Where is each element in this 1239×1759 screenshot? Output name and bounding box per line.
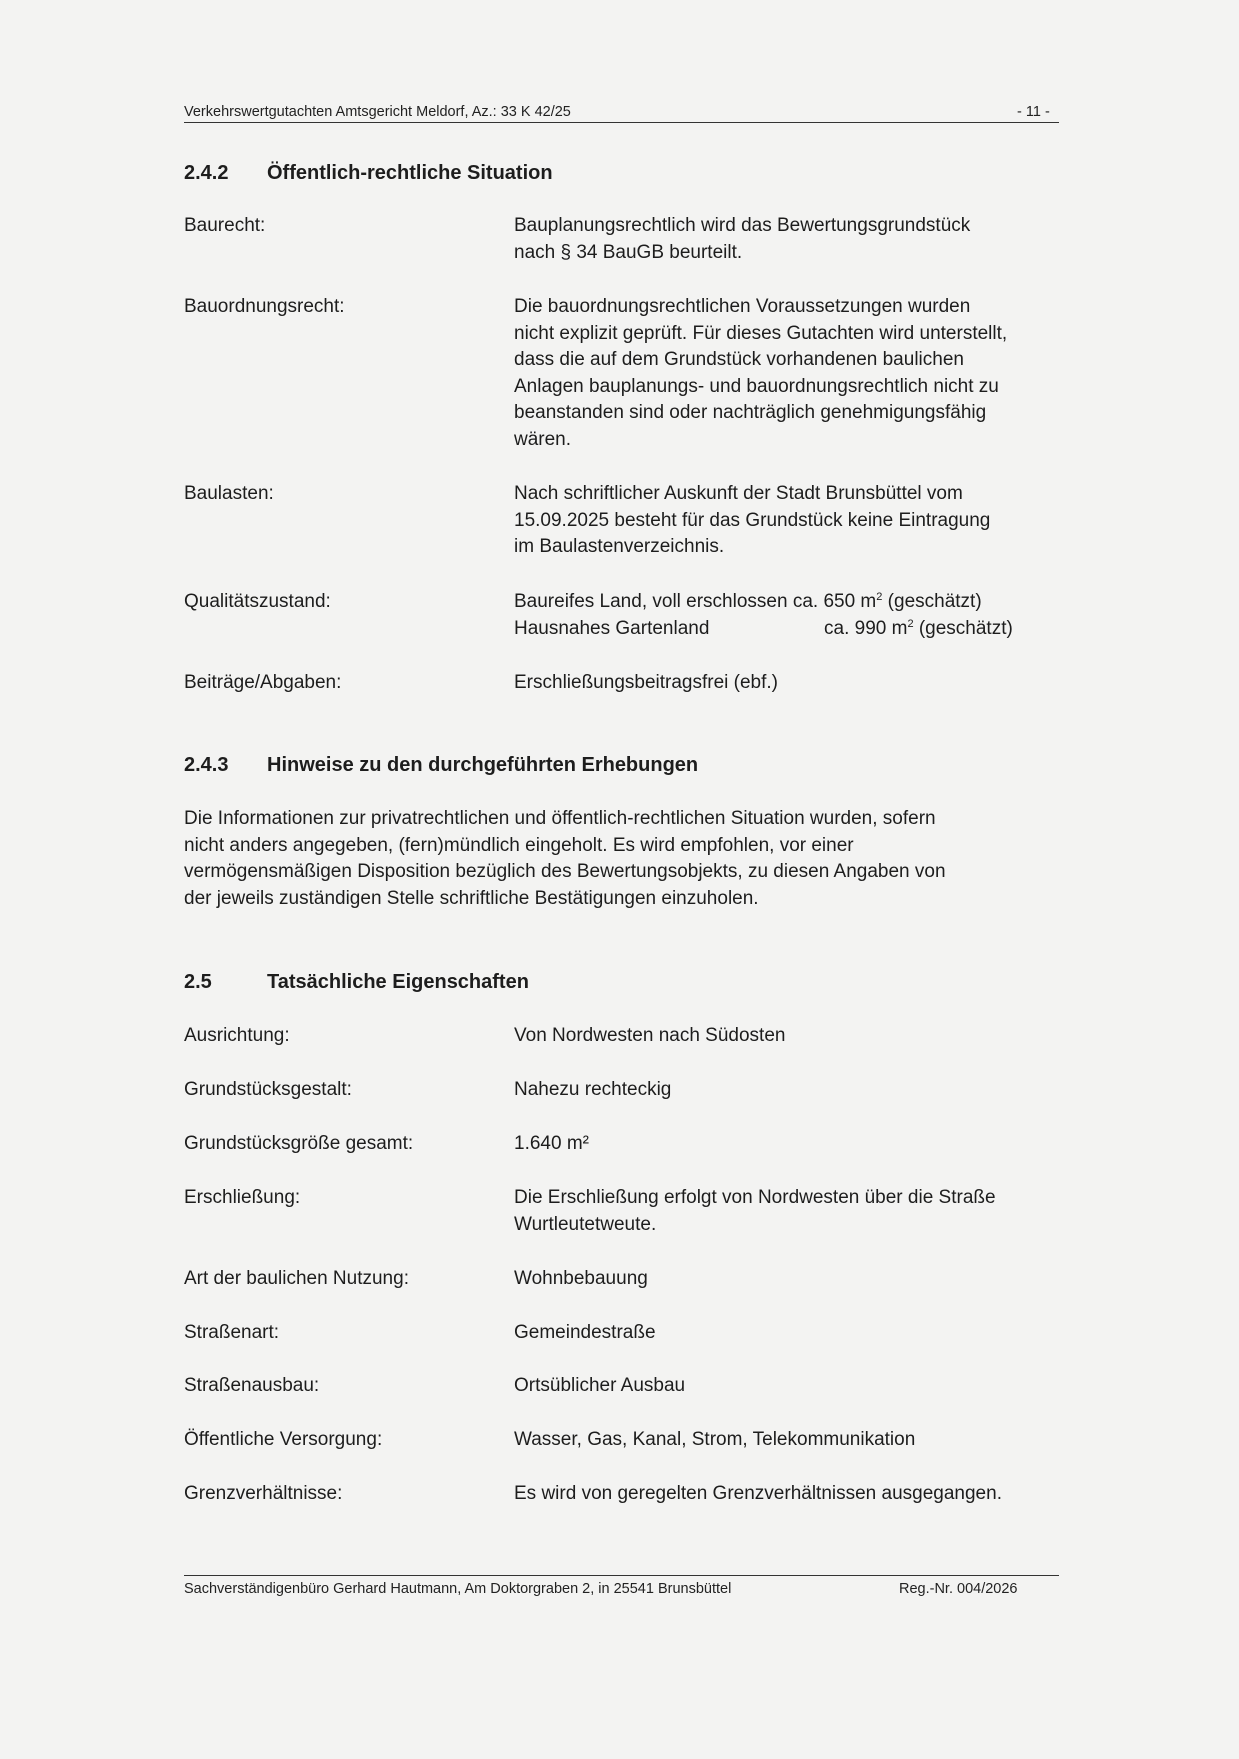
value-beitraege: Erschließungsbeitragsfrei (ebf.) <box>514 672 778 693</box>
value-line: nicht explizit geprüft. Für dieses Gutachten wird unterstellt, <box>514 322 1008 344</box>
label-baurecht: Baurecht: <box>184 215 266 236</box>
label-ausrichtung: Ausrichtung: <box>184 1025 290 1046</box>
value-line: beanstanden sind oder nachträglich genehmigungsfähig <box>514 402 987 423</box>
value-baulasten <box>514 481 1058 561</box>
header-rule <box>184 122 1059 123</box>
value-versorgung: Wasser, Gas, Kanal, Strom, Telekommunikation <box>514 1429 916 1450</box>
value-art-nutzung: Wohnbebauung <box>514 1268 648 1289</box>
qualitaet-line-2: Hausnahes Gartenland ca. 990 $m^2$ (geschätzt) <box>514 617 1013 639</box>
section-number-242: 2.4.2 <box>184 162 229 184</box>
qualitaet-line-1: Baureifes Land, voll erschlossen ca. 650 $m^2$ (geschätzt) <box>514 591 982 612</box>
para-line: Die Informationen zur privatrechtlichen und öffentlich-rechtlichen Situation wurden, sofern <box>184 808 936 829</box>
value-line: dass die auf dem Grundstück vorhandenen baulichen <box>514 349 964 370</box>
label-grenzverhaeltnisse: Grenzverhältnisse: <box>184 1483 343 1504</box>
label-baulasten: Baulasten: <box>184 483 274 504</box>
footer-reg-nr: Reg.-Nr. 004/2026 <box>899 1581 1018 1597</box>
value-grenzverhaeltnisse: Es wird von geregelten Grenzverhältnissen ausgegangen. <box>514 1483 1002 1504</box>
value-bauordnungsrecht <box>514 294 1058 453</box>
para-line: vermögensmäßigen Disposition bezüglich des Bewertungsobjekts, zu diesen Angaben von <box>184 861 946 882</box>
value-line: Bauplanungsrechtlich wird das Bewertungsgrundstück <box>514 215 971 236</box>
value-strassenausbau: Ortsüblicher Ausbau <box>514 1375 686 1396</box>
para-line: nicht anders angegeben, (fern)mündlich eingeholt. Es wird empfohlen, vor einer <box>184 834 854 856</box>
page-number: - 11 - <box>1017 104 1050 120</box>
section-number-243: 2.4.3 <box>184 754 229 776</box>
value-line: Die bauordnungsrechtlichen Voraussetzungen wurden <box>514 296 971 317</box>
para-line: der jeweils zuständigen Stelle schriftliche Bestätigungen einzuholen. <box>184 887 759 909</box>
section-title-243: Hinweise zu den durchgeführten Erhebungen <box>267 754 699 776</box>
label-qualitaetszustand: Qualitätszustand: <box>184 591 331 612</box>
label-beitraege: Beiträge/Abgaben: <box>184 672 342 693</box>
value-line: wären. <box>514 428 572 450</box>
label-bauordnungsrecht: Bauordnungsrecht: <box>184 296 345 317</box>
section-title-242: Öffentlich-rechtliche Situation <box>267 162 553 184</box>
label-versorgung: Öffentliche Versorgung: <box>184 1429 383 1450</box>
value-line: Nach schriftlicher Auskunft der Stadt Brunsbüttel vom <box>514 483 963 504</box>
label-erschliessung: Erschließung: <box>184 1187 301 1208</box>
label-grundstuecksgestalt: Grundstücksgestalt: <box>184 1079 352 1100</box>
value-line: nach § 34 BauGB beurteilt. <box>514 241 743 263</box>
value-line: Die Erschließung erfolgt von Nordwesten über die Straße <box>514 1187 996 1208</box>
value-grundstuecksgestalt: Nahezu rechteckig <box>514 1079 672 1100</box>
value-line: Anlagen bauplanungs- und bauordnungsrechtlich nicht zu <box>514 375 999 397</box>
label-strassenart: Straßenart: <box>184 1322 280 1343</box>
section-number-25: 2.5 <box>184 971 212 993</box>
value-line: Wurtleutetweute. <box>514 1213 657 1235</box>
value-line: 15.09.2025 besteht für das Grundstück keine Eintragung <box>514 509 991 531</box>
value-erschliessung <box>514 1185 1058 1238</box>
running-header-title: Verkehrswertgutachten Amtsgericht Meldorf, Az.: 33 K 42/25 <box>184 104 571 120</box>
value-strassenart: Gemeindestraße <box>514 1322 656 1343</box>
label-strassenausbau: Straßenausbau: <box>184 1375 320 1396</box>
value-line: im Baulastenverzeichnis. <box>514 536 725 557</box>
value-grundstuecksgroesse: 1.640 m² <box>514 1133 589 1154</box>
hinweise-paragraph <box>184 806 1058 912</box>
value-baurecht <box>514 213 1058 266</box>
value-ausrichtung: Von Nordwesten nach Südosten <box>514 1025 786 1046</box>
label-grundstuecksgroesse: Grundstücksgröße gesamt: <box>184 1133 414 1154</box>
section-title-25: Tatsächliche Eigenschaften <box>267 971 529 993</box>
footer-office: Sachverständigenbüro Gerhard Hautmann, Am Doktorgraben 2, in 25541 Brunsbüttel <box>184 1581 732 1597</box>
value-qualitaetszustand <box>514 589 1074 642</box>
label-art-nutzung: Art der baulichen Nutzung: <box>184 1268 409 1289</box>
footer-rule <box>184 1575 1059 1576</box>
